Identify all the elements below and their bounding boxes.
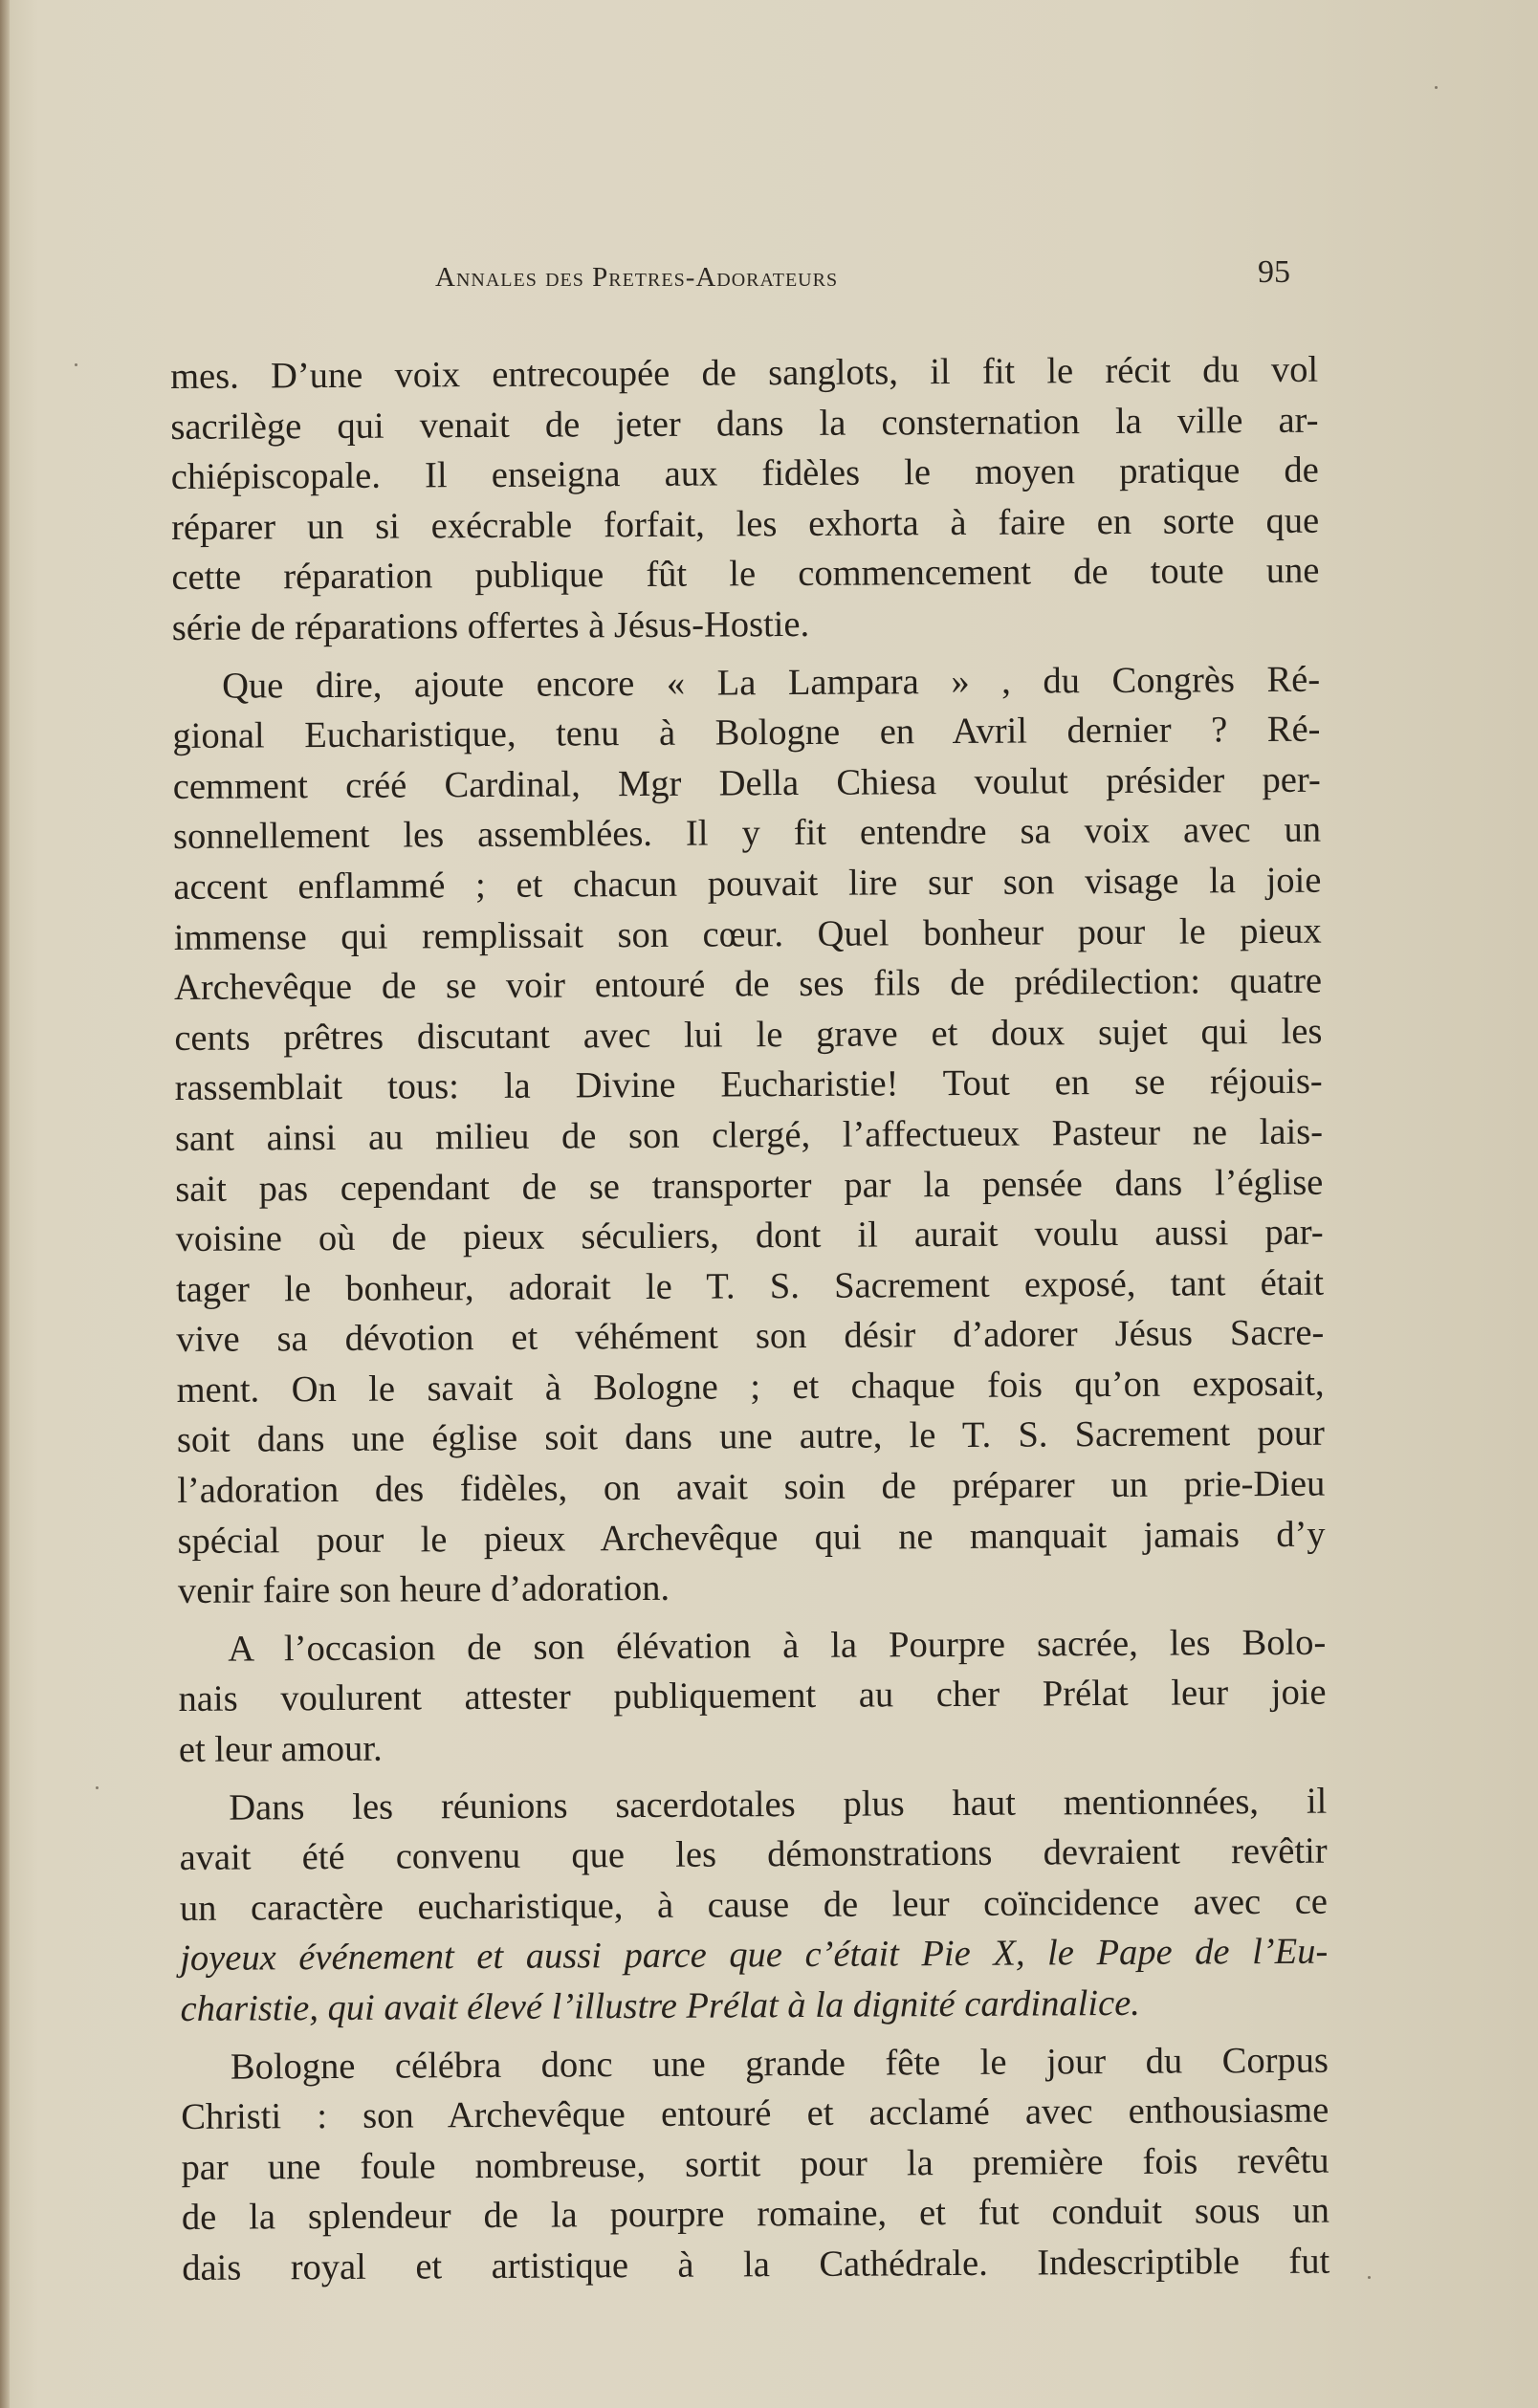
text-line: Que dire, ajoute encore « La Lampara » , du Congrès Ré- — [222, 659, 1321, 707]
text-line: chiépiscopale. Il enseigna aux fidèles le moyen pratique de — [170, 449, 1319, 498]
text-line: charistie, qui avait élevé l’illustre Prélat à la dignité cardinalice. — [180, 1982, 1140, 2029]
paragraph — [181, 2035, 1330, 2293]
text-line: vive sa dévotion et véhément son désir d’adorer Jésus Sacre- — [176, 1312, 1325, 1361]
text-line: A l’occasion de son élévation à la Pourpre sacrée, les Bolo- — [228, 1622, 1327, 1670]
text-line: cette réparation publique fût le commencement de toute une — [171, 551, 1320, 599]
page-number: 95 — [1258, 254, 1290, 290]
text-line: de la splendeur de la pourpre romaine, et fut conduit sous un — [181, 2191, 1330, 2239]
text-line: sait pas cependant de se transporter par la pensée dans l’église — [175, 1162, 1324, 1210]
paper-speck — [96, 1786, 99, 1789]
text-line: sant ainsi au milieu de son clergé, l’affectueux Pasteur ne lais- — [174, 1111, 1324, 1159]
text-line: l’adoration des fidèles, on avait soin de préparer un prie-Dieu — [177, 1463, 1326, 1512]
text-line: sonnellement les assemblées. Il y fit entendre sa voix avec un — [172, 810, 1322, 858]
text-line: venir faire son heure d’adoration. — [177, 1568, 670, 1612]
text-line: par une foule nombreuse, sortit pour la première fois revêtu — [181, 2140, 1329, 2188]
text-line: Christi : son Archevêque entouré et acclamé avec enthousiasme — [181, 2090, 1329, 2138]
text-line: ment. On le savait à Bologne ; et chaque fois qu’on exposait, — [176, 1363, 1325, 1411]
text-line: Bologne célébra donc une grande fête le jour du Corpus — [230, 2040, 1329, 2088]
text-line: spécial pour le pieux Archevêque qui ne manquait jamais d’y — [177, 1514, 1326, 1562]
paragraph — [172, 654, 1326, 1617]
text-line: sacrilège qui venait de jeter dans la consternation la ville ar- — [170, 400, 1319, 448]
text-line: un caractère eucharistique, à cause de leur coïncidence avec ce — [179, 1881, 1329, 1929]
text-line: et leur amour. — [178, 1728, 383, 1771]
paragraph — [170, 345, 1320, 654]
text-line: Archevêque de se voir entouré de ses fils de prédilection: quatre — [173, 960, 1323, 1009]
text-line: réparer un si exécrable forfait, les exhorta à faire en sorte que — [170, 500, 1320, 548]
paper-speck — [75, 363, 77, 366]
text-line: gional Eucharistique, tenu à Bologne en Avril dernier ? Ré- — [172, 709, 1321, 757]
text-line: mes. D’une voix entrecoupée de sanglots, il fit le récit du vol — [170, 349, 1319, 397]
text-line: rassemblait tous: la Divine Eucharistie! Tout en se réjouis- — [174, 1061, 1323, 1109]
text-line: soit dans une église soit dans une autre, le T. S. Sacrement pour — [176, 1413, 1326, 1461]
page-binding-edge — [0, 0, 10, 2408]
paper-speck — [1368, 2276, 1371, 2279]
text-line: accent enflammé ; et chacun pouvait lire sur son visage la joie — [173, 860, 1322, 908]
page-header — [0, 251, 1538, 308]
text-line: avait été convenu que les démonstrations devraient revêtir — [179, 1830, 1328, 1879]
text-line: Dans les réunions sacerdotales plus haut mentionnées, il — [229, 1781, 1328, 1828]
paper-speck — [1435, 86, 1438, 89]
text-line: voisine où de pieux séculiers, dont il aurait voulu aussi par- — [175, 1212, 1324, 1260]
running-title: Annales des Pretres-Adorateurs — [435, 262, 839, 293]
text-line: dais royal et artistique à la Cathédrale. Indescriptible fut — [182, 2241, 1330, 2288]
text-line: cents prêtres discutant avec lui le grave et doux sujet qui les — [174, 1011, 1323, 1059]
text-line: cemment créé Cardinal, Mgr Della Chiesa voulut présider per- — [172, 759, 1321, 807]
text-line: immense qui remplissait son cœur. Quel bonheur pour le pieux — [173, 910, 1322, 958]
text-line: nais voulurent attester publiquement au cher Prélat leur joie — [178, 1673, 1327, 1720]
text-line: tager le bonheur, adorait le T. S. Sacrement exposé, tant était — [175, 1262, 1325, 1310]
paragraph — [179, 1776, 1329, 2034]
text-line: joyeux événement et aussi parce que c’était Pie X, le Pape de l’Eu- — [180, 1932, 1329, 1980]
paragraph — [178, 1617, 1327, 1775]
body-text — [170, 345, 1329, 2294]
text-line: série de réparations offertes à Jésus-Hostie. — [171, 603, 810, 648]
